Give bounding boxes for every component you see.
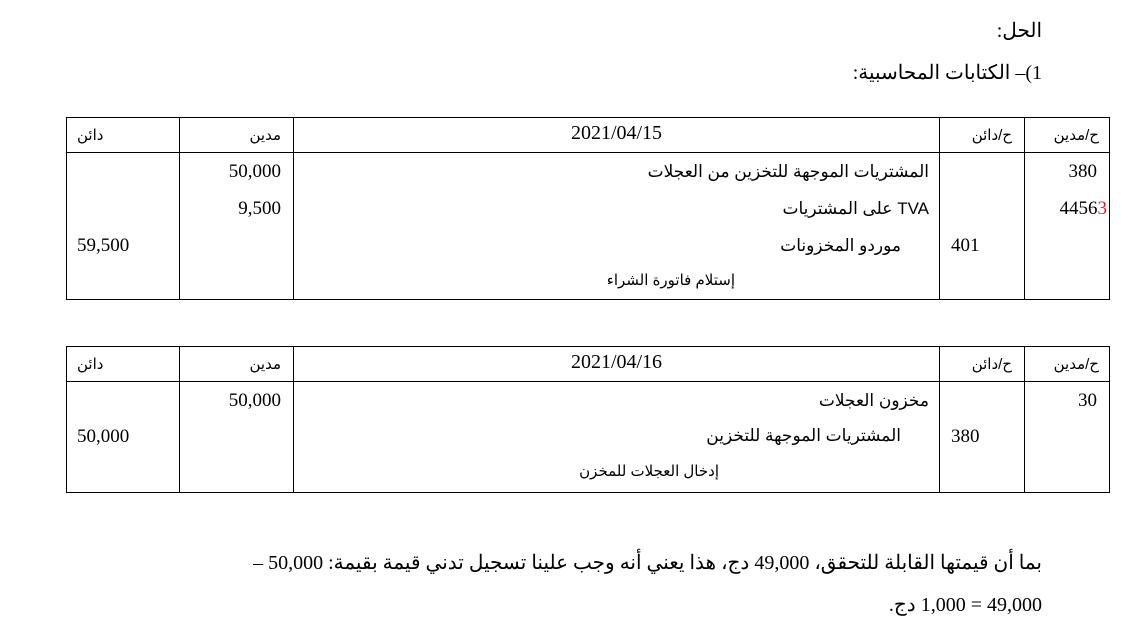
entry-memo: إدخال العجلات للمخزن	[579, 463, 719, 480]
accounting-entries-heading: 1)– الكتابات المحاسبية:	[852, 62, 1042, 84]
debit-accounts-cell	[1025, 153, 1110, 300]
date-header-cell	[294, 118, 940, 153]
credit-header-cell	[67, 118, 180, 153]
credit-account-number: 380	[951, 426, 980, 447]
credit-account-number: 401	[951, 235, 980, 256]
debit-account-column-header: ح/مدين	[1053, 356, 1099, 373]
credit-values-cell	[67, 153, 180, 300]
debit-column-header: مدين	[249, 356, 281, 373]
debit-values-cell	[180, 382, 294, 493]
debit-account-header-cell	[1025, 118, 1110, 153]
debit-amount: 9,500	[238, 198, 281, 219]
impairment-explanation-line-2: 49,000 = 1,000 دج.	[888, 594, 1042, 616]
description-cell	[294, 153, 940, 300]
credit-account-header-cell	[940, 347, 1025, 382]
credit-values-cell	[67, 382, 180, 493]
credit-account-header-cell	[940, 118, 1025, 153]
debit-account-header-cell	[1025, 347, 1110, 382]
impairment-explanation-line-1: بما أن قيمتها القابلة للتحقق، 49,000 دج، هذا يعني أنه وجب علينا تسجيل تدني قيمة بقيمة: 50,000 –	[253, 552, 1042, 574]
debit-account-number: 380	[1068, 161, 1097, 182]
debit-account-number: 44563	[1059, 198, 1107, 219]
debit-values-cell	[180, 153, 294, 300]
debit-column-header: مدين	[249, 127, 281, 144]
credit-amount: 59,500	[77, 235, 130, 256]
entry-memo: إستلام فاتورة الشراء	[606, 272, 735, 289]
journal-entry-2	[66, 346, 1110, 493]
journal-entry-1	[66, 117, 1110, 300]
credit-header-cell	[67, 347, 180, 382]
entry-date: 2021/04/16	[570, 351, 663, 373]
entry-line: مخزون العجلات	[818, 391, 929, 410]
credit-amount: 50,000	[77, 426, 130, 447]
credit-column-header: دائن	[77, 356, 104, 373]
entry-line: المشتريات الموجهة للتخزين	[706, 426, 901, 445]
credit-accounts-cell	[940, 153, 1025, 300]
debit-amount: 50,000	[228, 390, 281, 411]
entry-line: TVA على المشتريات	[782, 199, 929, 218]
date-header-cell	[294, 347, 940, 382]
credit-accounts-cell	[940, 382, 1025, 493]
credit-account-column-header: ح/دائن	[971, 356, 1012, 373]
entry-line: موردو المخزونات	[780, 236, 901, 255]
debit-header-cell	[180, 118, 294, 153]
debit-amount: 50,000	[228, 161, 281, 182]
credit-column-header: دائن	[77, 127, 104, 144]
solution-heading: الحل:	[996, 20, 1042, 42]
description-cell	[294, 382, 940, 493]
entry-date: 2021/04/15	[570, 122, 663, 144]
entry-line: المشتريات الموجهة للتخزين من العجلات	[647, 162, 929, 181]
credit-account-column-header: ح/دائن	[971, 127, 1012, 144]
debit-account-column-header: ح/مدين	[1053, 127, 1099, 144]
debit-accounts-cell	[1025, 382, 1110, 493]
debit-account-number: 30	[1078, 390, 1097, 411]
debit-header-cell	[180, 347, 294, 382]
